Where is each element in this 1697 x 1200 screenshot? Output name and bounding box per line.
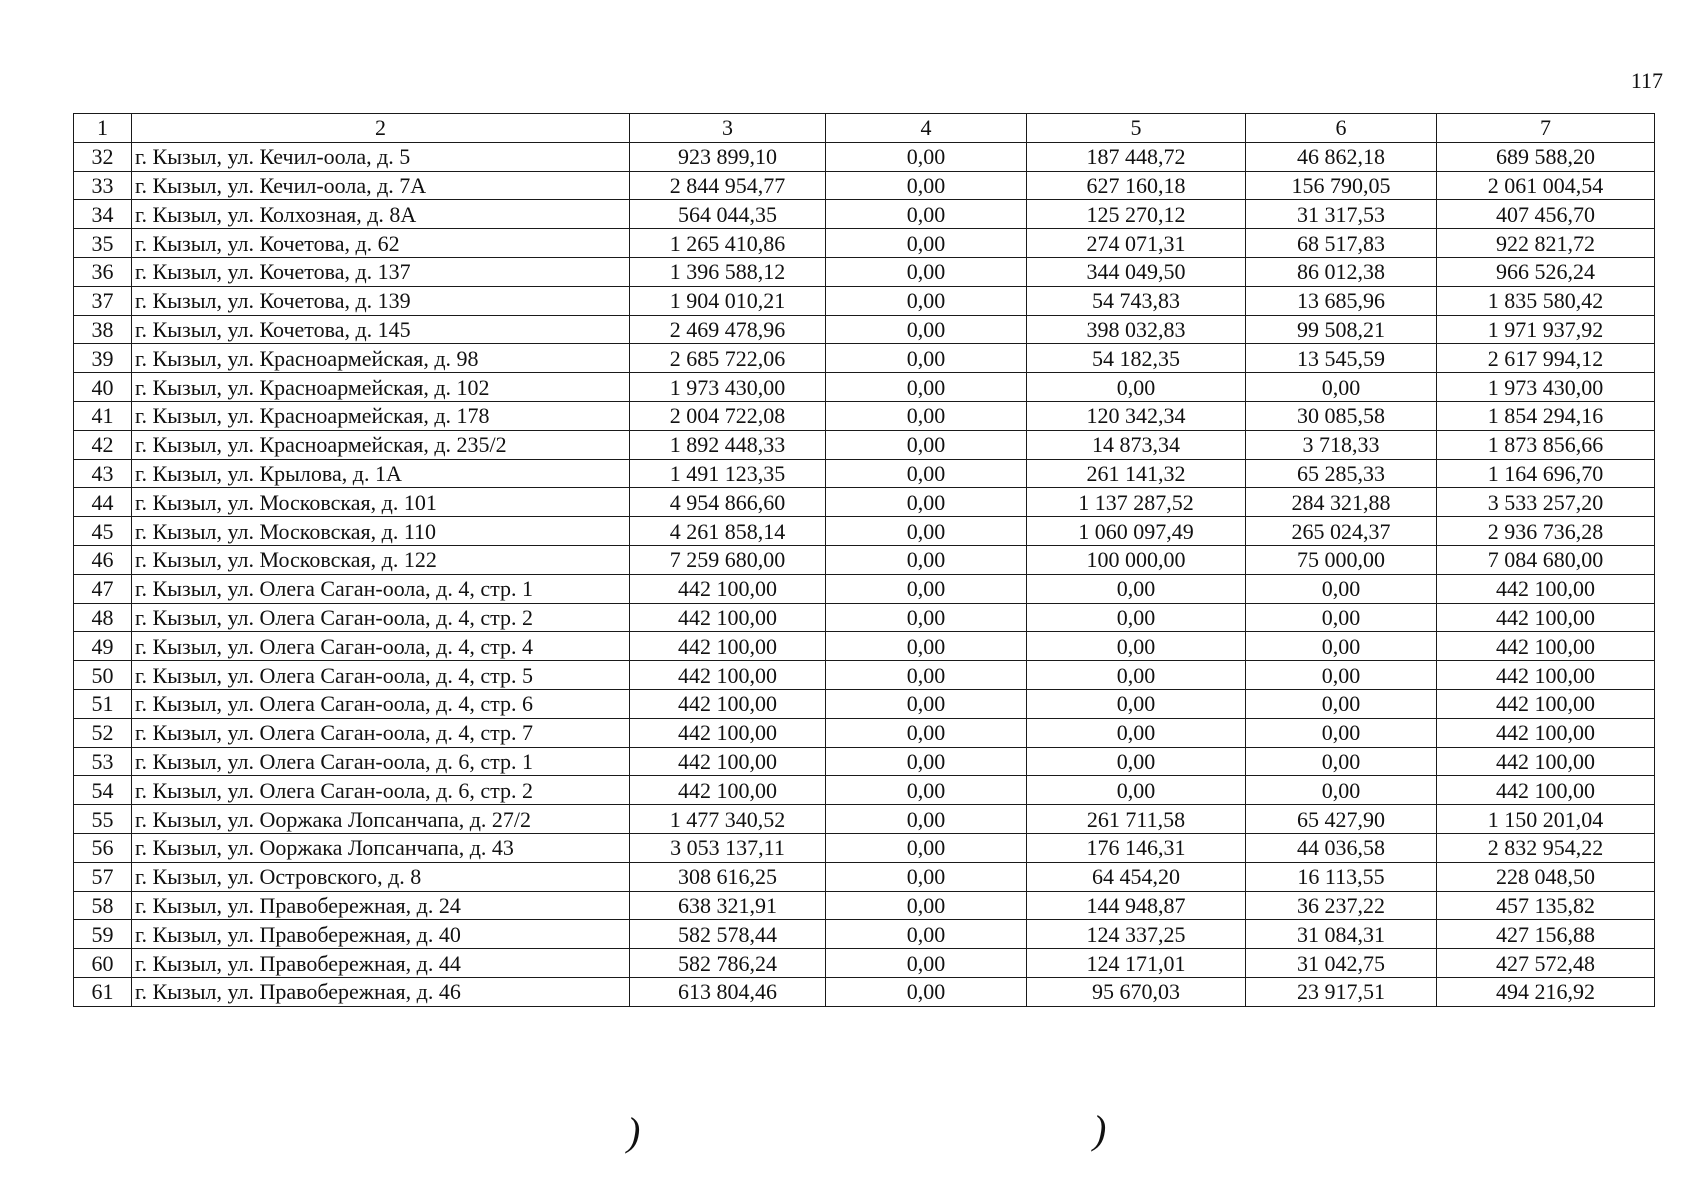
column-3-cell: 442 100,00 (630, 574, 826, 603)
column-header: 7 (1437, 114, 1655, 143)
row-number-cell: 33 (74, 171, 132, 200)
column-6-cell: 23 917,51 (1246, 977, 1437, 1006)
table-row (74, 142, 1655, 171)
column-header: 3 (630, 114, 826, 143)
table-row (74, 977, 1655, 1006)
column-6-cell: 16 113,55 (1246, 862, 1437, 891)
column-5-cell: 261 711,58 (1027, 805, 1246, 834)
column-4-cell: 0,00 (826, 315, 1027, 344)
column-4-cell: 0,00 (826, 920, 1027, 949)
address-cell: г. Кызыл, ул. Правобережная, д. 44 (132, 949, 630, 978)
row-number-cell: 45 (74, 517, 132, 546)
table-row (74, 776, 1655, 805)
column-3-cell: 7 259 680,00 (630, 545, 826, 574)
column-3-cell: 2 469 478,96 (630, 315, 826, 344)
column-6-cell: 0,00 (1246, 603, 1437, 632)
address-cell: г. Кызыл, ул. Кочетова, д. 145 (132, 315, 630, 344)
address-cell: г. Кызыл, ул. Правобережная, д. 40 (132, 920, 630, 949)
row-number-cell: 41 (74, 401, 132, 430)
column-4-cell: 0,00 (826, 545, 1027, 574)
table-row (74, 200, 1655, 229)
column-6-cell: 156 790,05 (1246, 171, 1437, 200)
row-number-cell: 43 (74, 459, 132, 488)
column-5-cell: 120 342,34 (1027, 401, 1246, 430)
column-3-cell: 442 100,00 (630, 718, 826, 747)
column-6-cell: 0,00 (1246, 373, 1437, 402)
column-3-cell: 1 396 588,12 (630, 257, 826, 286)
table-row (74, 373, 1655, 402)
table-row (74, 661, 1655, 690)
column-5-cell: 54 743,83 (1027, 286, 1246, 315)
column-4-cell: 0,00 (826, 805, 1027, 834)
column-header: 6 (1246, 114, 1437, 143)
table-row (74, 517, 1655, 546)
column-7-cell: 2 832 954,22 (1437, 833, 1655, 862)
table-body (74, 142, 1655, 1006)
table-row (74, 632, 1655, 661)
column-7-cell: 1 971 937,92 (1437, 315, 1655, 344)
column-3-cell: 442 100,00 (630, 632, 826, 661)
table-row (74, 286, 1655, 315)
data-table-container (73, 113, 1654, 1007)
column-6-cell: 65 285,33 (1246, 459, 1437, 488)
column-5-cell: 14 873,34 (1027, 430, 1246, 459)
column-3-cell: 638 321,91 (630, 891, 826, 920)
column-4-cell: 0,00 (826, 257, 1027, 286)
column-7-cell: 1 835 580,42 (1437, 286, 1655, 315)
address-cell: г. Кызыл, ул. Московская, д. 110 (132, 517, 630, 546)
column-4-cell: 0,00 (826, 229, 1027, 258)
column-7-cell: 442 100,00 (1437, 718, 1655, 747)
address-cell: г. Кызыл, ул. Олега Саган-оола, д. 4, стр. 7 (132, 718, 630, 747)
table-row (74, 805, 1655, 834)
column-7-cell: 2 617 994,12 (1437, 344, 1655, 373)
column-6-cell: 44 036,58 (1246, 833, 1437, 862)
column-4-cell: 0,00 (826, 833, 1027, 862)
column-6-cell: 0,00 (1246, 747, 1437, 776)
column-6-cell: 36 237,22 (1246, 891, 1437, 920)
column-7-cell: 407 456,70 (1437, 200, 1655, 229)
handwritten-mark: ) (627, 1109, 641, 1154)
column-3-cell: 4 261 858,14 (630, 517, 826, 546)
column-3-cell: 564 044,35 (630, 200, 826, 229)
row-number-cell: 59 (74, 920, 132, 949)
column-5-cell: 124 171,01 (1027, 949, 1246, 978)
column-3-cell: 1 973 430,00 (630, 373, 826, 402)
column-6-cell: 13 685,96 (1246, 286, 1437, 315)
row-number-cell: 32 (74, 142, 132, 171)
column-4-cell: 0,00 (826, 632, 1027, 661)
column-4-cell: 0,00 (826, 430, 1027, 459)
column-3-cell: 613 804,46 (630, 977, 826, 1006)
address-cell: г. Кызыл, ул. Красноармейская, д. 235/2 (132, 430, 630, 459)
column-6-cell: 0,00 (1246, 718, 1437, 747)
table-row (74, 315, 1655, 344)
column-4-cell: 0,00 (826, 603, 1027, 632)
table-row (74, 747, 1655, 776)
column-7-cell: 966 526,24 (1437, 257, 1655, 286)
column-4-cell: 0,00 (826, 401, 1027, 430)
table-row (74, 891, 1655, 920)
column-3-cell: 1 904 010,21 (630, 286, 826, 315)
column-5-cell: 64 454,20 (1027, 862, 1246, 891)
column-3-cell: 1 491 123,35 (630, 459, 826, 488)
table-row (74, 229, 1655, 258)
column-7-cell: 689 588,20 (1437, 142, 1655, 171)
column-7-cell: 7 084 680,00 (1437, 545, 1655, 574)
column-6-cell: 284 321,88 (1246, 488, 1437, 517)
address-cell: г. Кызыл, ул. Олега Саган-оола, д. 6, стр. 1 (132, 747, 630, 776)
address-cell: г. Кызыл, ул. Кечил-оола, д. 5 (132, 142, 630, 171)
table-row (74, 545, 1655, 574)
row-number-cell: 58 (74, 891, 132, 920)
column-6-cell: 31 042,75 (1246, 949, 1437, 978)
column-6-cell: 31 317,53 (1246, 200, 1437, 229)
row-number-cell: 36 (74, 257, 132, 286)
row-number-cell: 55 (74, 805, 132, 834)
column-5-cell: 0,00 (1027, 661, 1246, 690)
column-7-cell: 2 061 004,54 (1437, 171, 1655, 200)
table-row (74, 171, 1655, 200)
column-4-cell: 0,00 (826, 344, 1027, 373)
column-7-cell: 442 100,00 (1437, 632, 1655, 661)
column-3-cell: 2 685 722,06 (630, 344, 826, 373)
table-row (74, 920, 1655, 949)
table-row (74, 574, 1655, 603)
column-6-cell: 0,00 (1246, 632, 1437, 661)
row-number-cell: 35 (74, 229, 132, 258)
address-cell: г. Кызыл, ул. Кочетова, д. 137 (132, 257, 630, 286)
column-5-cell: 1 137 287,52 (1027, 488, 1246, 517)
table-row (74, 401, 1655, 430)
column-5-cell: 176 146,31 (1027, 833, 1246, 862)
column-3-cell: 1 892 448,33 (630, 430, 826, 459)
row-number-cell: 38 (74, 315, 132, 344)
column-7-cell: 3 533 257,20 (1437, 488, 1655, 517)
column-5-cell: 124 337,25 (1027, 920, 1246, 949)
column-header: 1 (74, 114, 132, 143)
column-5-cell: 0,00 (1027, 603, 1246, 632)
table-row (74, 459, 1655, 488)
column-5-cell: 0,00 (1027, 373, 1246, 402)
row-number-cell: 39 (74, 344, 132, 373)
column-7-cell: 427 572,48 (1437, 949, 1655, 978)
column-6-cell: 0,00 (1246, 661, 1437, 690)
column-6-cell: 30 085,58 (1246, 401, 1437, 430)
row-number-cell: 51 (74, 689, 132, 718)
address-cell: г. Кызыл, ул. Олега Саган-оола, д. 4, стр. 2 (132, 603, 630, 632)
column-7-cell: 457 135,82 (1437, 891, 1655, 920)
column-3-cell: 442 100,00 (630, 661, 826, 690)
column-7-cell: 1 164 696,70 (1437, 459, 1655, 488)
column-3-cell: 2 844 954,77 (630, 171, 826, 200)
column-5-cell: 0,00 (1027, 747, 1246, 776)
column-3-cell: 582 786,24 (630, 949, 826, 978)
column-5-cell: 627 160,18 (1027, 171, 1246, 200)
row-number-cell: 61 (74, 977, 132, 1006)
column-7-cell: 442 100,00 (1437, 661, 1655, 690)
address-cell: г. Кызыл, ул. Ооржака Лопсанчапа, д. 27/2 (132, 805, 630, 834)
column-5-cell: 0,00 (1027, 718, 1246, 747)
column-header: 4 (826, 114, 1027, 143)
address-cell: г. Кызыл, ул. Правобережная, д. 24 (132, 891, 630, 920)
column-6-cell: 0,00 (1246, 574, 1437, 603)
column-4-cell: 0,00 (826, 373, 1027, 402)
column-3-cell: 4 954 866,60 (630, 488, 826, 517)
column-3-cell: 582 578,44 (630, 920, 826, 949)
column-3-cell: 1 477 340,52 (630, 805, 826, 834)
table-row (74, 833, 1655, 862)
column-7-cell: 442 100,00 (1437, 603, 1655, 632)
column-5-cell: 344 049,50 (1027, 257, 1246, 286)
column-4-cell: 0,00 (826, 891, 1027, 920)
handwritten-mark: ) (1093, 1107, 1107, 1152)
row-number-cell: 47 (74, 574, 132, 603)
address-cell: г. Кызыл, ул. Красноармейская, д. 102 (132, 373, 630, 402)
column-4-cell: 0,00 (826, 949, 1027, 978)
table-row (74, 862, 1655, 891)
column-4-cell: 0,00 (826, 200, 1027, 229)
column-3-cell: 2 004 722,08 (630, 401, 826, 430)
address-cell: г. Кызыл, ул. Правобережная, д. 46 (132, 977, 630, 1006)
column-7-cell: 442 100,00 (1437, 776, 1655, 805)
address-cell: г. Кызыл, ул. Ооржака Лопсанчапа, д. 43 (132, 833, 630, 862)
table-row (74, 949, 1655, 978)
address-cell: г. Кызыл, ул. Кочетова, д. 62 (132, 229, 630, 258)
column-3-cell: 1 265 410,86 (630, 229, 826, 258)
table-row (74, 689, 1655, 718)
column-5-cell: 144 948,87 (1027, 891, 1246, 920)
column-5-cell: 398 032,83 (1027, 315, 1246, 344)
row-number-cell: 56 (74, 833, 132, 862)
row-number-cell: 34 (74, 200, 132, 229)
address-cell: г. Кызыл, ул. Крылова, д. 1А (132, 459, 630, 488)
column-6-cell: 0,00 (1246, 776, 1437, 805)
row-number-cell: 52 (74, 718, 132, 747)
column-3-cell: 923 899,10 (630, 142, 826, 171)
column-4-cell: 0,00 (826, 977, 1027, 1006)
column-7-cell: 1 150 201,04 (1437, 805, 1655, 834)
table-row (74, 430, 1655, 459)
column-5-cell: 274 071,31 (1027, 229, 1246, 258)
column-4-cell: 0,00 (826, 517, 1027, 546)
column-5-cell: 0,00 (1027, 776, 1246, 805)
column-6-cell: 31 084,31 (1246, 920, 1437, 949)
column-header: 5 (1027, 114, 1246, 143)
table-row (74, 718, 1655, 747)
address-cell: г. Кызыл, ул. Кечил-оола, д. 7А (132, 171, 630, 200)
address-cell: г. Кызыл, ул. Колхозная, д. 8А (132, 200, 630, 229)
column-7-cell: 2 936 736,28 (1437, 517, 1655, 546)
column-6-cell: 65 427,90 (1246, 805, 1437, 834)
column-7-cell: 442 100,00 (1437, 574, 1655, 603)
column-3-cell: 442 100,00 (630, 747, 826, 776)
table-row (74, 257, 1655, 286)
address-cell: г. Кызыл, ул. Кочетова, д. 139 (132, 286, 630, 315)
column-5-cell: 0,00 (1027, 632, 1246, 661)
column-5-cell: 187 448,72 (1027, 142, 1246, 171)
column-6-cell: 0,00 (1246, 689, 1437, 718)
address-cell: г. Кызыл, ул. Олега Саган-оола, д. 4, стр. 1 (132, 574, 630, 603)
column-4-cell: 0,00 (826, 171, 1027, 200)
column-7-cell: 228 048,50 (1437, 862, 1655, 891)
row-number-cell: 40 (74, 373, 132, 402)
column-3-cell: 3 053 137,11 (630, 833, 826, 862)
column-6-cell: 46 862,18 (1246, 142, 1437, 171)
column-5-cell: 100 000,00 (1027, 545, 1246, 574)
column-5-cell: 54 182,35 (1027, 344, 1246, 373)
table-row (74, 488, 1655, 517)
row-number-cell: 49 (74, 632, 132, 661)
column-7-cell: 442 100,00 (1437, 689, 1655, 718)
table-row (74, 344, 1655, 373)
column-7-cell: 494 216,92 (1437, 977, 1655, 1006)
column-3-cell: 308 616,25 (630, 862, 826, 891)
address-cell: г. Кызыл, ул. Московская, д. 122 (132, 545, 630, 574)
column-6-cell: 99 508,21 (1246, 315, 1437, 344)
column-7-cell: 427 156,88 (1437, 920, 1655, 949)
address-cell: г. Кызыл, ул. Островского, д. 8 (132, 862, 630, 891)
table-header-row (74, 114, 1655, 143)
data-table (73, 113, 1655, 1007)
column-4-cell: 0,00 (826, 862, 1027, 891)
address-cell: г. Кызыл, ул. Олега Саган-оола, д. 4, стр. 5 (132, 661, 630, 690)
column-6-cell: 75 000,00 (1246, 545, 1437, 574)
row-number-cell: 46 (74, 545, 132, 574)
column-7-cell: 922 821,72 (1437, 229, 1655, 258)
column-5-cell: 261 141,32 (1027, 459, 1246, 488)
column-4-cell: 0,00 (826, 718, 1027, 747)
table-row (74, 603, 1655, 632)
address-cell: г. Кызыл, ул. Московская, д. 101 (132, 488, 630, 517)
row-number-cell: 42 (74, 430, 132, 459)
column-4-cell: 0,00 (826, 142, 1027, 171)
column-5-cell: 95 670,03 (1027, 977, 1246, 1006)
address-cell: г. Кызыл, ул. Олега Саган-оола, д. 6, стр. 2 (132, 776, 630, 805)
row-number-cell: 60 (74, 949, 132, 978)
column-3-cell: 442 100,00 (630, 689, 826, 718)
row-number-cell: 44 (74, 488, 132, 517)
column-6-cell: 265 024,37 (1246, 517, 1437, 546)
column-6-cell: 13 545,59 (1246, 344, 1437, 373)
column-3-cell: 442 100,00 (630, 603, 826, 632)
address-cell: г. Кызыл, ул. Красноармейская, д. 178 (132, 401, 630, 430)
column-7-cell: 1 973 430,00 (1437, 373, 1655, 402)
column-6-cell: 3 718,33 (1246, 430, 1437, 459)
address-cell: г. Кызыл, ул. Красноармейская, д. 98 (132, 344, 630, 373)
column-7-cell: 1 854 294,16 (1437, 401, 1655, 430)
column-4-cell: 0,00 (826, 488, 1027, 517)
row-number-cell: 37 (74, 286, 132, 315)
address-cell: г. Кызыл, ул. Олега Саган-оола, д. 4, стр. 4 (132, 632, 630, 661)
column-5-cell: 0,00 (1027, 574, 1246, 603)
address-cell: г. Кызыл, ул. Олега Саган-оола, д. 4, стр. 6 (132, 689, 630, 718)
column-4-cell: 0,00 (826, 661, 1027, 690)
row-number-cell: 50 (74, 661, 132, 690)
column-6-cell: 86 012,38 (1246, 257, 1437, 286)
row-number-cell: 57 (74, 862, 132, 891)
column-4-cell: 0,00 (826, 286, 1027, 315)
column-5-cell: 0,00 (1027, 689, 1246, 718)
column-5-cell: 125 270,12 (1027, 200, 1246, 229)
column-7-cell: 442 100,00 (1437, 747, 1655, 776)
column-5-cell: 1 060 097,49 (1027, 517, 1246, 546)
column-4-cell: 0,00 (826, 459, 1027, 488)
column-4-cell: 0,00 (826, 747, 1027, 776)
column-4-cell: 0,00 (826, 574, 1027, 603)
column-4-cell: 0,00 (826, 776, 1027, 805)
column-6-cell: 68 517,83 (1246, 229, 1437, 258)
row-number-cell: 54 (74, 776, 132, 805)
page-number: 117 (1630, 68, 1663, 93)
column-3-cell: 442 100,00 (630, 776, 826, 805)
row-number-cell: 53 (74, 747, 132, 776)
column-header: 2 (132, 114, 630, 143)
column-7-cell: 1 873 856,66 (1437, 430, 1655, 459)
column-4-cell: 0,00 (826, 689, 1027, 718)
row-number-cell: 48 (74, 603, 132, 632)
